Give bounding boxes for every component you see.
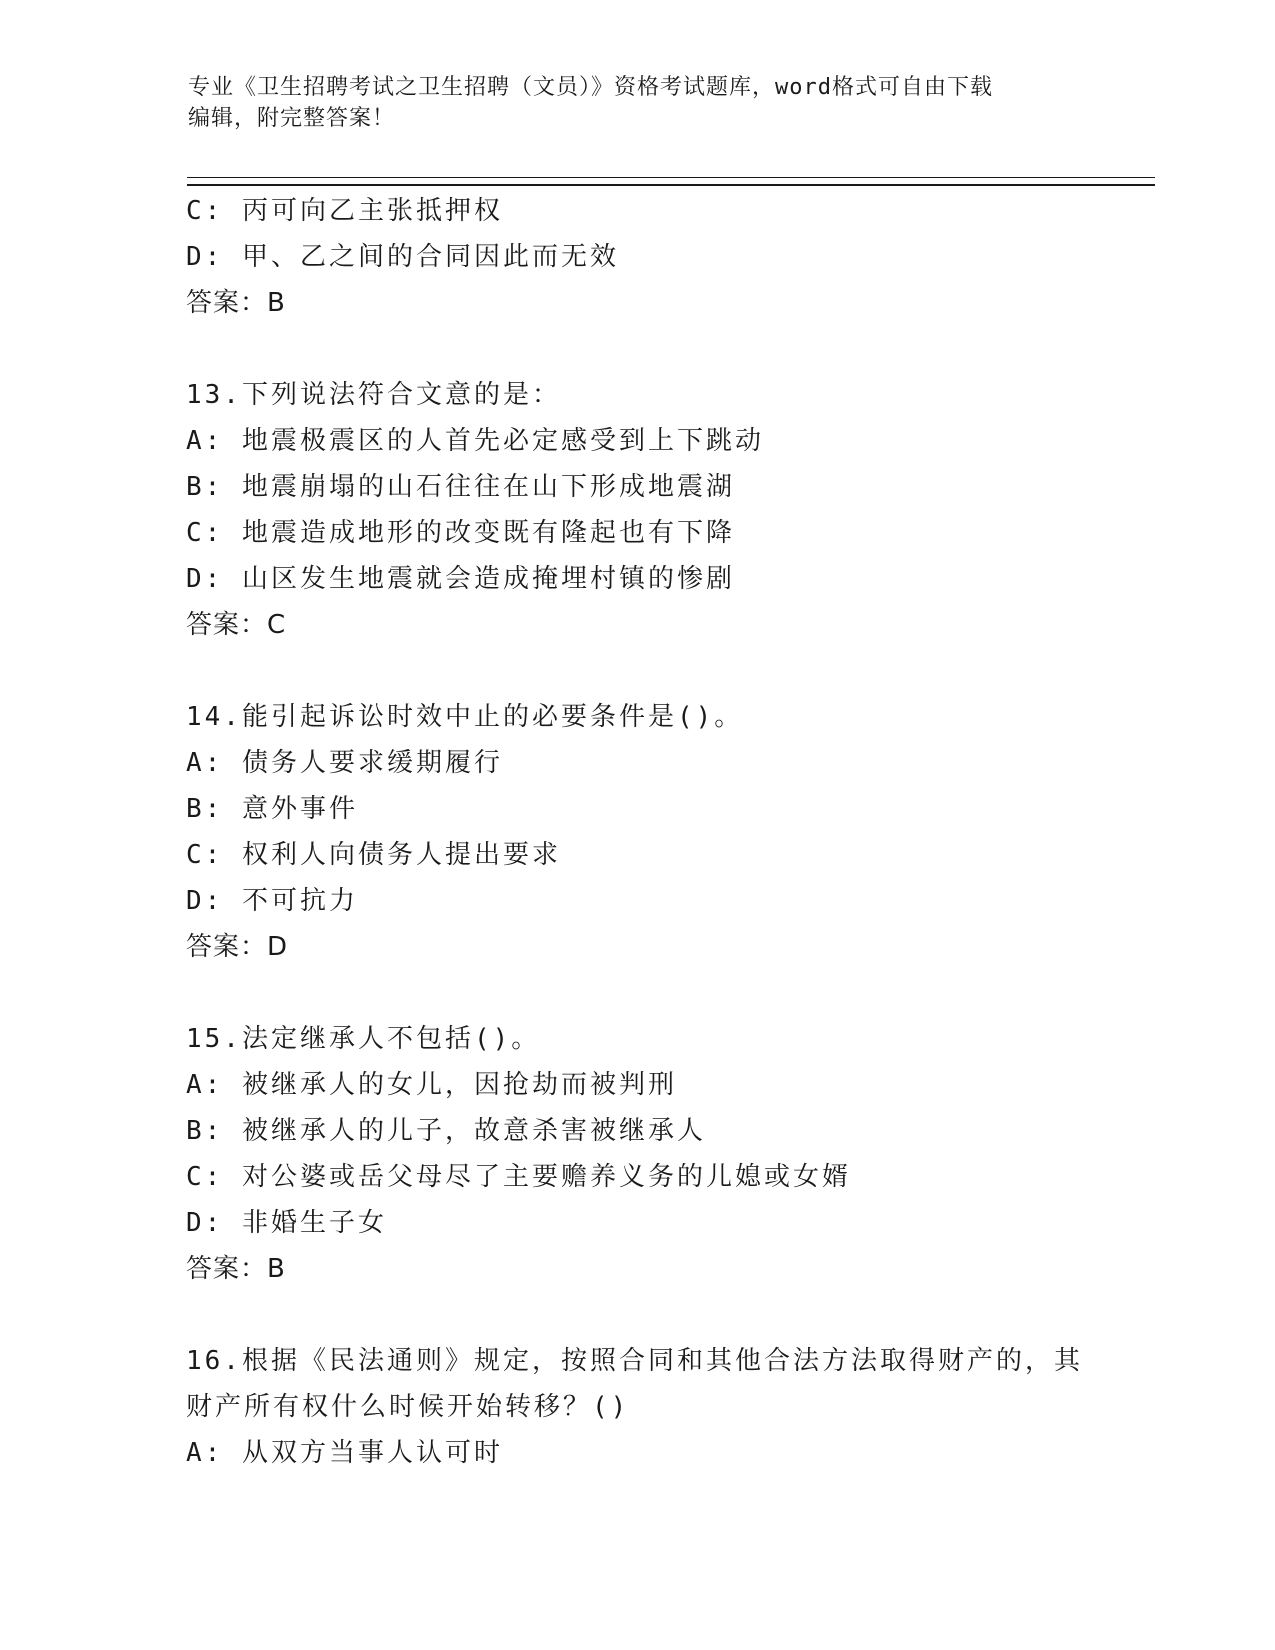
option-d: D: 甲、乙之间的合同因此而无效 [186, 242, 619, 272]
answer: 答案：B [186, 1254, 286, 1284]
question-14 [186, 694, 1106, 970]
option-d: D: 山区发生地震就会造成掩埋村镇的惨剧 [186, 564, 735, 594]
question-text-line-1: 16.根据《民法通则》规定，按照合同和其他合法方法取得财产的，其 [186, 1346, 1083, 1376]
question-text: 15.法定继承人不包括()。 [186, 1024, 541, 1054]
question-16 [186, 1338, 1106, 1476]
question-text: 14.能引起诉讼时效中止的必要条件是()。 [186, 702, 744, 732]
answer: 答案：B [186, 288, 286, 318]
question-text-line-2: 财产所有权什么时候开始转移？() [186, 1392, 630, 1422]
option-a: A: 债务人要求缓期履行 [186, 748, 503, 778]
option-a: A: 被继承人的女儿，因抢劫而被判刑 [186, 1070, 677, 1100]
header-divider [187, 177, 1155, 186]
answer: 答案：C [186, 610, 287, 640]
option-c: C: 地震造成地形的改变既有隆起也有下降 [186, 518, 735, 548]
option-c: C: 丙可向乙主张抵押权 [186, 196, 503, 226]
option-c: C: 权利人向债务人提出要求 [186, 840, 561, 870]
question-15 [186, 1016, 1106, 1292]
header-line-2: 编辑，附完整答案！ [188, 106, 396, 131]
header-line-1: 专业《卫生招聘考试之卫生招聘（文员）》资格考试题库，word格式可自由下载 [188, 75, 993, 100]
option-b: B: 被继承人的儿子，故意杀害被继承人 [186, 1116, 706, 1146]
option-a: A: 从双方当事人认可时 [186, 1438, 503, 1468]
spacer [186, 1292, 1106, 1338]
question-13 [186, 372, 1106, 648]
option-a: A: 地震极震区的人首先必定感受到上下跳动 [186, 426, 764, 456]
previous-question-tail [186, 188, 1106, 326]
answer: 答案：D [186, 932, 289, 962]
spacer [186, 970, 1106, 1016]
option-d: D: 不可抗力 [186, 886, 358, 916]
option-c: C: 对公婆或岳父母尽了主要赡养义务的儿媳或女婿 [186, 1162, 851, 1192]
question-list [186, 188, 1106, 1476]
option-b: B: 意外事件 [186, 794, 358, 824]
option-b: B: 地震崩塌的山石往往在山下形成地震湖 [186, 472, 735, 502]
question-text: 13.下列说法符合文意的是： [186, 380, 561, 410]
document-header [188, 72, 1068, 134]
spacer [186, 326, 1106, 372]
option-d: D: 非婚生子女 [186, 1208, 387, 1238]
spacer [186, 648, 1106, 694]
